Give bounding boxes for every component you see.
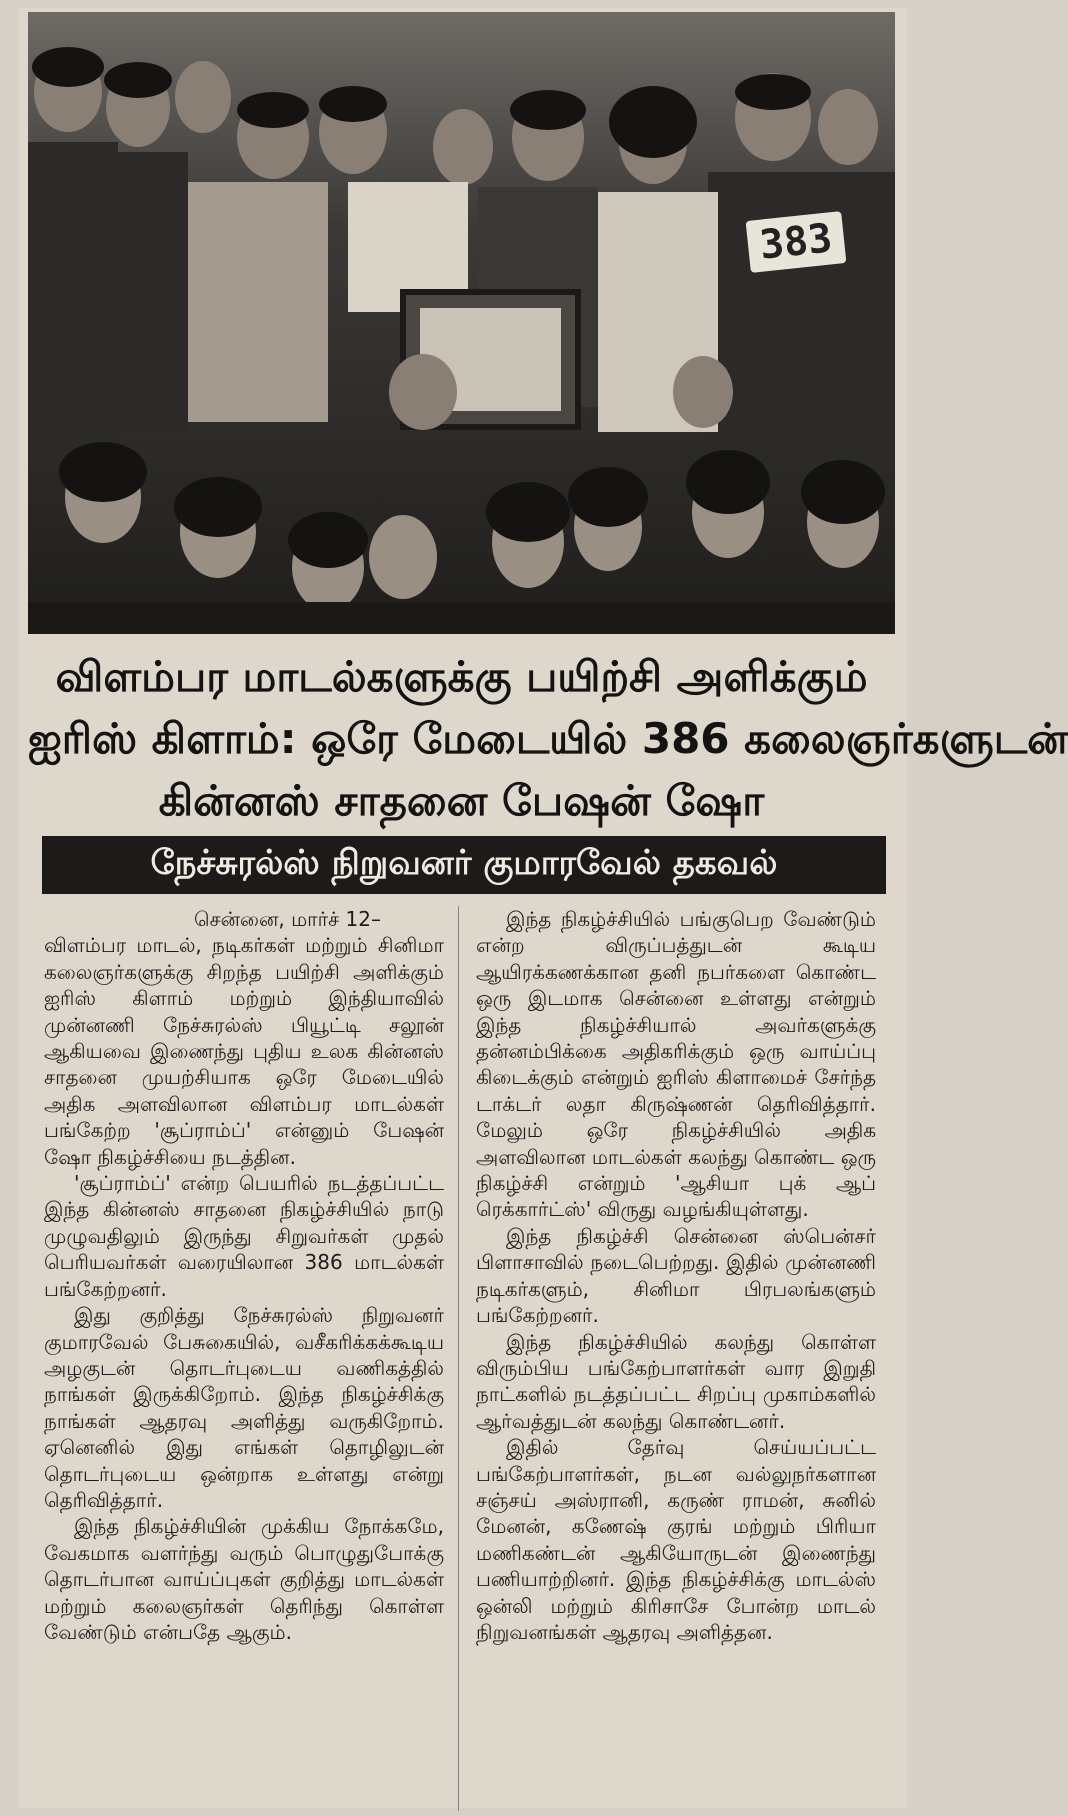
paragraph: இந்த நிகழ்ச்சியின் முக்கிய நோக்கமே, வேகமாக வளர்ந்து வரும் பொழுதுபோக்கு தொடர்பான வாய்ப்புகள் குறித்து மாடல்கள் மற்றும் கலைஞர்கள் தெரிந்து கொள்ள வேண்டும் என்பதே ஆகும். bbox=[44, 1514, 444, 1644]
group-photo bbox=[28, 12, 895, 634]
paragraph: 'சூப்ராம்ப்' என்ற பெயரில் நடத்தப்பட்ட இந்த கின்னஸ் சாதனை நிகழ்ச்சியில் நாடு முழுவதிலும் இருந்து சிறுவர்கள் முதல் பெரியவர்கள் வரையிலான 386 மாடல்கள் பங்கேற்றனர். bbox=[44, 1171, 444, 1301]
headline bbox=[28, 646, 1068, 832]
paragraph: இது குறித்து நேச்சுரல்ஸ் நிறுவனர் குமாரவேல் பேசுகையில், வசீகரிக்கக்கூடிய அழகுடன் தொடர்புடைய வணிகத்தில் நாங்கள் இருக்கிறோம். இந்த நிகழ்ச்சிக்கு நாங்கள் ஆதரவு அளித்து வருகிறோம். ஏனெனில் இது எங்கள் தொழிலுடன் தொடர்புடைய ஒன்றாக உள்ளது என்று தெரிவித்தார். bbox=[44, 1303, 444, 1512]
paragraph: இந்த நிகழ்ச்சியில் பங்குபெற வேண்டும் என்ற விருப்பத்துடன் கூடிய ஆயிரக்கணக்கான தனி நபர்களை கொண்ட ஒரு இடமாக சென்னை உள்ளது என்றும் இந்த நிகழ்ச்சியால் அவர்களுக்கு தன்னம்பிக்கை அதிகரிக்கும் ஒரு வாய்ப்பு கிடைக்கும் என்றும் ஐரிஸ் கிளாமைச் சேர்ந்த டாக்டர் லதா கிருஷ்ணன் தெரிவித்தார். மேலும் ஒரே நிகழ்ச்சியில் அதிக அளவிலான மாடல்கள் கலந்து கொண்ட ஒரு நிகழ்ச்சி என்றும் 'ஆசியா புக் ஆப் ரெக்கார்ட்ஸ்' விருது வழங்கியுள்ளது. bbox=[476, 907, 876, 1222]
group-photo-illustration bbox=[28, 12, 895, 634]
subheadline-banner: நேச்சுரல்ஸ் நிறுவனர் குமாரவேல் தகவல் bbox=[42, 836, 886, 894]
paragraph: இந்த நிகழ்ச்சியில் கலந்து கொள்ள விரும்பிய பங்கேற்பாளர்கள் வார இறுதி நாட்களில் நடத்தப்பட்ட சிறப்பு முகாம்களில் ஆர்வத்துடன் கலந்து கொண்டனர். bbox=[476, 1329, 876, 1433]
article-column-1 bbox=[44, 906, 444, 1645]
newspaper-clipping bbox=[18, 8, 1068, 1808]
headline-line-3: கின்னஸ் சாதனை பேஷன் ஷோ bbox=[158, 776, 765, 825]
paragraph: இந்த நிகழ்ச்சி சென்னை ஸ்பென்சர் பிளாசாவில் நடைபெற்றது. இதில் முன்னணி நடிகர்களும், சினிமா பிரபலங்களும் பங்கேற்றனர். bbox=[476, 1223, 876, 1328]
headline-line-1: விளம்பர மாடல்களுக்கு பயிற்சி அளிக்கும் bbox=[55, 652, 868, 701]
race-bib-number: 383 bbox=[746, 211, 847, 273]
paragraph: இதில் தேர்வு செய்யப்பட்ட பங்கேற்பாளர்கள், நடன வல்லுநர்களான சஞ்சய் அஸ்ரானி, கருண் ராமன், சுனில் மேனன், கணேஷ் குரங் மற்றும் பிரியா மணிகண்டன் ஆகியோருடன் இணைந்து பணியாற்றினர். இந்த நிகழ்ச்சிக்கு மாடல்ஸ் ஒன்லி மற்றும் கிரிசாசே போன்ற மாடல் நிறுவனங்கள் ஆதரவு அளித்தன. bbox=[476, 1435, 876, 1644]
dateline: சென்னை, மார்ச் 12– bbox=[194, 907, 381, 931]
column-divider bbox=[458, 906, 459, 1811]
article-column-2 bbox=[476, 906, 876, 1645]
headline-line-2: ஐரிஸ் கிளாம்: ஒரே மேடையில் 386 கலைஞர்களுடன் bbox=[28, 714, 1068, 763]
paragraph: விளம்பர மாடல், நடிகர்கள் மற்றும் சினிமா கலைஞர்களுக்கு சிறந்த பயிற்சி அளிக்கும் ஐரிஸ் கிளாம் மற்றும் இந்தியாவில் முன்னணி நேச்சுரல்ஸ் பியூட்டி சலூன் ஆகியவை இணைந்து புதிய உலக கின்னஸ் சாதனை முயற்சியாக ஒரே மேடையில் அதிக அளவிலான விளம்பர மாடல்கள் பங்கேற்ற 'சூப்ராம்ப்' என்னும் பேஷன் ஷோ நிகழ்ச்சியை நடத்தின. bbox=[44, 933, 444, 1169]
